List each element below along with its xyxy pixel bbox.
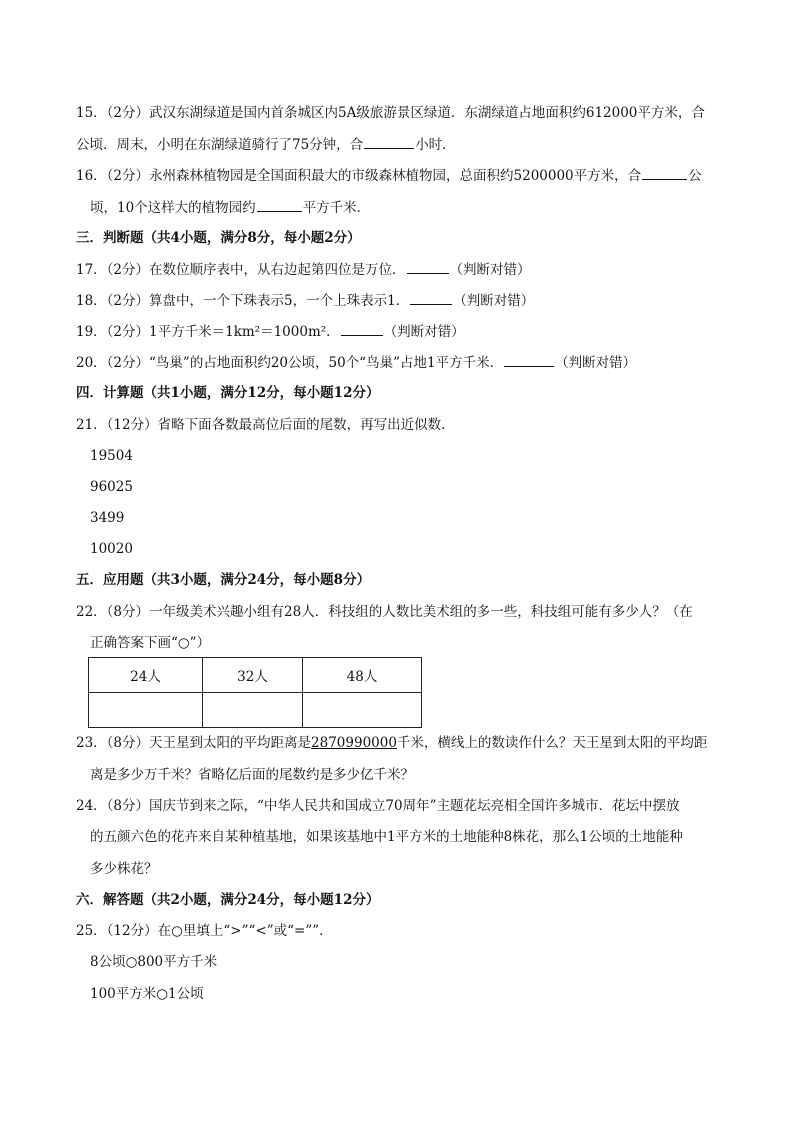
q17-text: 17．（2分）在数位顺序表中，从右边起第四位是万位． (76, 262, 406, 278)
q16-answer-blank-1[interactable] (642, 166, 687, 180)
q18-answer-blank[interactable] (410, 291, 452, 305)
q16-text-d: 平方千米． (302, 200, 371, 216)
q18-hint: （判断对错） (453, 293, 535, 309)
q20-answer-blank[interactable] (504, 353, 554, 367)
q21-number: 19504 (90, 448, 133, 464)
q19-text: 19．（2分）1平方千米＝1km²＝1000m²． (76, 324, 340, 340)
q15-answer-blank[interactable] (364, 135, 414, 149)
q25-item: 100平方米○1公顷 (90, 986, 204, 1002)
question-17 (76, 260, 531, 279)
q19-answer-blank[interactable] (341, 322, 383, 336)
q22-option: 32人 (203, 658, 303, 693)
q22-answer-cell[interactable] (303, 693, 422, 728)
q16-text-c: 顷，10个这样大的植物园约 (90, 200, 256, 216)
q18-text: 18．（2分）算盘中，一个下珠表示5，一个上珠表示1． (76, 293, 410, 309)
question-21: 21．（12分）省略下面各数最高位后面的尾数，再写出近似数． (76, 417, 455, 433)
q20-text: 20．（2分）“鸟巢”的占地面积约20公顷，50个“鸟巢”占地1平方千米． (76, 355, 504, 371)
question-19 (76, 322, 465, 341)
question-24-line-2: 的五颜六色的花卉来自某种植基地，如果该基地中1平方米的土地能种8株花，那么1公顷的土地能种 (90, 829, 683, 845)
q15-text-a: 公顷．周末，小明在东湖绿道骑行了75分钟，合 (76, 137, 364, 153)
q22-answer-row (89, 693, 422, 728)
q23-text-b: 千米，横线上的数读作什么？天王星到太阳的平均距 (396, 735, 708, 751)
question-22-line-2: 正确答案下画“○”） (90, 635, 211, 651)
question-23-line-2: 离是多少万千米？省略亿后面的尾数约是多少亿千米？ (90, 767, 414, 783)
q16-text-b: 公 (688, 168, 702, 184)
q22-answer-cell[interactable] (203, 693, 303, 728)
section-5-heading: 五．应用题（共3小题，满分24分，每小题8分） (76, 572, 371, 588)
question-22-line-1: 22．（8分）一年级美术兴趣小组有28人．科技组的人数比美术组的多一些，科技组可能有多少人？（在 (76, 604, 693, 620)
q22-answer-cell[interactable] (89, 693, 203, 728)
question-18 (76, 291, 534, 310)
question-20 (76, 353, 636, 372)
q22-option: 24人 (89, 658, 203, 693)
q22-options-row (89, 658, 422, 693)
question-24-line-3: 多少株花？ (90, 861, 158, 877)
q19-hint: （判断对错） (383, 324, 465, 340)
question-25: 25．（12分）在○里填上“>”“<”或“=””． (76, 923, 333, 939)
q17-hint: （判断对错） (449, 262, 531, 278)
section-4-heading: 四．计算题（共1小题，满分12分，每小题12分） (76, 385, 380, 401)
q25-item: 8公顷○800平方千米 (90, 954, 218, 970)
q21-number: 3499 (90, 510, 125, 526)
section-3-heading: 三．判断题（共4小题，满分8分，每小题2分） (76, 230, 361, 246)
question-15-line-2 (76, 135, 456, 154)
q21-number: 96025 (90, 479, 133, 495)
q16-text-a: 16．（2分）永州森林植物园是全国面积最大的市级森林植物园，总面积约5200000平方米，合 (76, 168, 642, 184)
question-16-line-1 (76, 166, 702, 185)
q23-text-a: 23．（8分）天王星到太阳的平均距离是 (76, 735, 312, 751)
q21-number: 10020 (90, 541, 133, 557)
question-16-line-2 (90, 198, 370, 217)
question-24-line-1: 24．（8分）国庆节到来之际，“中华人民共和国成立70周年”主题花坛亮相全国许多城市．花坛中摆放 (76, 798, 680, 814)
q23-underlined-number: 2870990000 (311, 735, 397, 751)
q20-hint: （判断对错） (555, 355, 637, 371)
q22-options-table (88, 657, 422, 728)
q17-answer-blank[interactable] (407, 260, 449, 274)
q15-text-b: 小时． (415, 137, 456, 153)
question-15-line-1: 15．（2分）武汉东湖绿道是国内首条城区内5A级旅游景区绿道．东湖绿道占地面积约612000平方米，合 (76, 105, 705, 121)
q22-option: 48人 (303, 658, 422, 693)
question-23-line-1 (76, 734, 707, 752)
section-6-heading: 六．解答题（共2小题，满分24分，每小题12分） (76, 892, 380, 908)
q16-answer-blank-2[interactable] (257, 198, 302, 212)
